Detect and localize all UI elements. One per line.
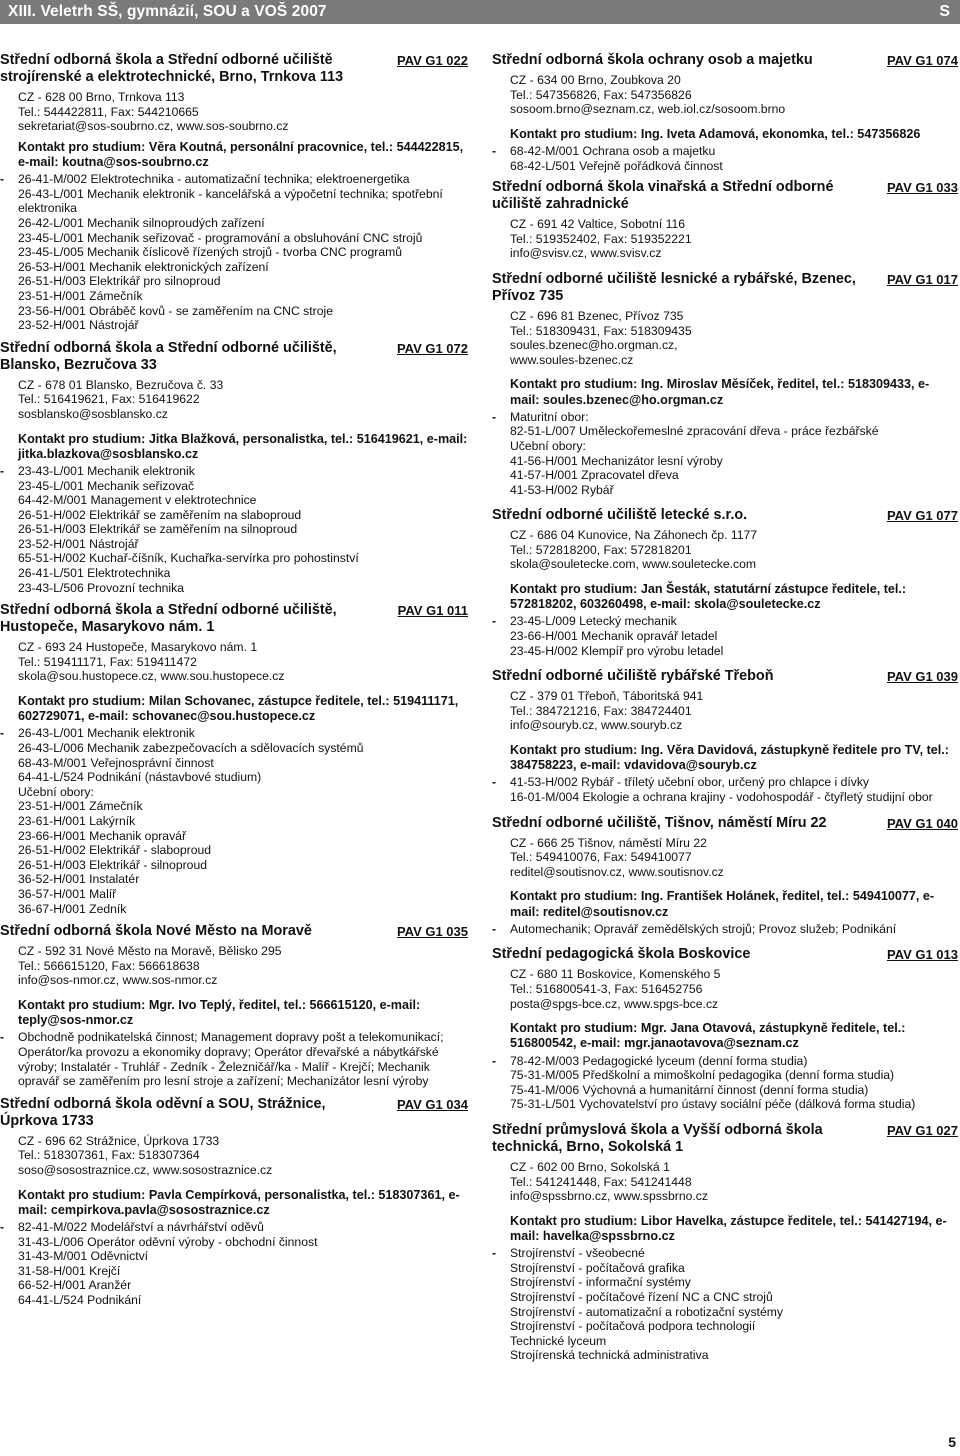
- bullet-dash: -: [492, 775, 497, 790]
- school-title: Střední odborná škola Nové Město na Moravě: [0, 923, 312, 940]
- web-line: reditel@soutisnov.cz, www.soutisnov.cz: [510, 864, 724, 879]
- field-item: 26-51-H/003 Elektrikář - silnoproud: [18, 857, 207, 872]
- field-item: 65-51-H/002 Kuchař-číšník, Kuchařka-servírka pro pohostinství: [18, 551, 359, 566]
- school-title: Střední průmyslová škola a Vyšší odborná škola technická, Brno, Sokolská 1: [492, 1121, 823, 1155]
- school-entry: [0, 52, 468, 333]
- address-line: CZ - 634 00 Brno, Zoubkova 20: [510, 73, 681, 87]
- school-title: Střední odborná škola a Střední odborné učiliště strojírenské a elektrotechnické, Brno, Trnkova 113: [0, 52, 344, 85]
- web-line: soso@sosostraznice.cz, www.sosostraznice.cz: [18, 1162, 273, 1177]
- field-item: 26-43-L/006 Mechanik zabezpečovacích a sdělovacích systémů: [18, 741, 364, 756]
- field-item: 26-51-H/002 Elektrikář - slaboproud: [18, 843, 212, 858]
- pavilion-code: PAV G1 035: [396, 924, 468, 940]
- field-item: Strojírenství - počítačové řízení NC a CNC strojů: [510, 1289, 773, 1304]
- school-entry: [0, 1096, 468, 1308]
- school-title: Střední odborná škola vinařská a Střední odborné učiliště zahradnické: [492, 179, 834, 213]
- field-list: [0, 1030, 468, 1088]
- field-item: 23-43-L/001 Mechanik elektronik: [18, 463, 195, 478]
- field-item: 23-45-L/001 Mechanik seřizovač: [18, 478, 195, 493]
- address-line: CZ - 686 04 Kunovice, Na Záhonech čp. 1177: [510, 528, 758, 543]
- address-line: CZ - 379 01 Třeboň, Táboritská 941: [510, 689, 704, 704]
- bullet-dash: -: [492, 1053, 497, 1068]
- web-line: info@souryb.cz, www.souryb.cz: [510, 718, 683, 733]
- contact-info: Kontakt pro studium: Pavla Cempírková, personalistka, tel.: 518307361, e-mail: cempirkova.pavla@sosostraznice.cz: [18, 1187, 460, 1217]
- address-line: CZ - 691 42 Valtice, Sobotní 116: [510, 217, 686, 232]
- field-item: 78-42-M/003 Pedagogické lyceum (denní forma studia): [510, 1053, 808, 1068]
- field-item: 23-52-H/001 Nástrojář: [18, 318, 139, 333]
- field-item: 36-57-H/001 Malíř: [18, 886, 117, 901]
- header-letter: S: [939, 3, 950, 20]
- field-item: 26-51-H/003 Elektrikář pro silnoproud: [18, 274, 221, 289]
- web-line: soules.bzenec@ho.orgman.cz,: [510, 338, 678, 353]
- field-list: [492, 144, 958, 173]
- field-item: 26-43-L/001 Mechanik elektronik: [18, 726, 195, 741]
- school-title: Střední odborná škola a Střední odborné učiliště, Blansko, Bezručova 33: [0, 339, 337, 373]
- school-title: Střední odborná škola ochrany osob a majetku: [492, 52, 813, 68]
- field-item: 23-45-L/005 Mechanik číslicově řízených strojů - tvorba CNC programů: [18, 245, 403, 260]
- field-item: Obchodně podnikatelská činnost; Management dopravy pošt a telekomunikací; Operátor/ka provozu a ekonomiky dopravy; Operátor dřevařské a nábytkářské výroby; Instalatér - Truhlář - Zedník - Železničář/ka - Malíř - Krejčí; Mechanik opravář se zaměřením pro lesní stroje a zařízení; Mechanizátor lesní výroby: [18, 1030, 444, 1089]
- contact-info: Kontakt pro studium: Ing. František Holánek, ředitel, tel.: 549410077, e-mail: reditel@soutisnov.cz: [510, 889, 935, 919]
- contact-info: Kontakt pro studium: Ing. Miroslav Měsíček, ředitel, tel.: 518309433, e-mail: soules.bzenec@ho.orgman.cz: [510, 377, 930, 407]
- field-list: [0, 1220, 468, 1308]
- address-line: CZ - 696 62 Strážnice, Úprkova 1733: [18, 1133, 220, 1148]
- school-address: [510, 967, 958, 1011]
- field-item: 23-66-H/001 Mechanik opravář: [18, 828, 187, 843]
- school-entry: [492, 507, 958, 658]
- pavilion-code: PAV G1 033: [886, 180, 958, 196]
- pavilion-code: PAV G1 072: [396, 340, 468, 356]
- bullet-dash: -: [0, 1030, 5, 1045]
- school-entry: [492, 271, 958, 497]
- school-address: [18, 640, 468, 684]
- field-list: [492, 614, 958, 658]
- field-list: [492, 1246, 958, 1363]
- field-item: 26-51-H/002 Elektrikář se zaměřením na slaboproud: [18, 507, 302, 522]
- field-item: Automechanik; Opravář zemědělských strojů; Provoz služeb; Podnikání: [510, 921, 897, 936]
- contact-info: Kontakt pro studium: Mgr. Ivo Teplý, ředitel, tel.: 566615120, e-mail: teply@sos-nmor.cz: [18, 997, 421, 1028]
- field-item: 23-45-L/001 Mechanik seřizovač - programování a obsluhování CNC strojů: [18, 230, 423, 245]
- field-item: 75-41-M/006 Výchovná a humanitární činnost (denní forma studia): [510, 1082, 869, 1097]
- field-item: 31-58-H/001 Krejčí: [18, 1263, 121, 1278]
- school-title: Střední odborné učiliště letecké s.r.o.: [492, 507, 748, 524]
- phone-line: Tel.: 516419621, Fax: 516419622: [18, 392, 200, 407]
- web-line: info@sos-nmor.cz, www.sos-nmor.cz: [18, 973, 218, 988]
- school-entry: [492, 1122, 958, 1363]
- field-item: 23-45-H/002 Klempíř pro výrobu letadel: [510, 643, 724, 658]
- phone-line: Tel.: 384721216, Fax: 384724401: [510, 703, 692, 718]
- field-item: 82-41-M/022 Modelářství a návrhářství oděvů: [18, 1219, 264, 1234]
- right-column: [492, 52, 958, 1363]
- field-list: [0, 726, 468, 916]
- field-item: 23-56-H/001 Obráběč kovů - se zaměřením na CNC stroje: [18, 303, 333, 318]
- address-line: CZ - 680 11 Boskovice, Komenského 5: [510, 967, 721, 982]
- contact-info: Kontakt pro studium: Milan Schovanec, zástupce ředitele, tel.: 519411171, 602729071, e-mail: schovanec@sou.hustopece.cz: [18, 694, 459, 724]
- address-line: CZ - 592 31 Nové Město na Moravě, Bělisko 295: [18, 944, 282, 959]
- web-line: info@svisv.cz, www.svisv.cz: [510, 246, 662, 261]
- field-list: [492, 922, 958, 937]
- field-item: Strojírenská technická administrativa: [510, 1348, 709, 1363]
- bullet-dash: -: [492, 1246, 497, 1261]
- address-line: CZ - 602 00 Brno, Sokolská 1: [510, 1159, 670, 1174]
- web-line: www.soules-bzenec.cz: [510, 352, 634, 367]
- field-item: Strojírenství - všeobecné: [510, 1246, 645, 1261]
- phone-line: Tel.: 541241448, Fax: 541241448: [510, 1174, 692, 1189]
- field-item: 23-51-H/001 Zámečník: [18, 799, 143, 814]
- bullet-dash: -: [492, 921, 497, 936]
- field-item: 23-51-H/001 Zámečník: [18, 288, 143, 303]
- web-line: sosoom.brno@seznam.cz, web.iol.cz/sosoom.brno: [510, 102, 786, 117]
- bullet-dash: -: [0, 726, 5, 741]
- field-item: 23-43-L/506 Provozní technika: [18, 580, 184, 595]
- school-entry: [0, 923, 468, 1089]
- field-item: Strojírenství - počítačová podpora technologií: [510, 1319, 756, 1334]
- bullet-dash: -: [0, 1219, 5, 1234]
- contact-info: Kontakt pro studium: Jan Šesták, statutární zástupce ředitele, tel.: 572818202, 603260498, e-mail: skola@souletecke.cz: [510, 582, 907, 612]
- contact-info: Kontakt pro studium: Jitka Blažková, personalistka, tel.: 516419621, e-mail: jitka.blazkova@sosblansko.cz: [18, 431, 468, 461]
- field-item: 66-52-H/001 Aranžér: [18, 1278, 132, 1293]
- school-title: Střední odborná škola a Střední odborné učiliště, Hustopeče, Masarykovo nám. 1: [0, 602, 337, 636]
- field-item: 31-43-L/006 Operátor oděvní výroby - obchodní činnost: [18, 1234, 318, 1249]
- school-entry: [492, 668, 958, 804]
- field-item: Učební obory:: [18, 784, 94, 799]
- field-item: 26-51-H/003 Elektrikář se zaměřením na silnoproud: [18, 522, 298, 537]
- school-title: Střední odborná škola oděvní a SOU, Strážnice, Úprkova 1733: [0, 1095, 326, 1129]
- field-item: 41-57-H/001 Zpracovatel dřeva: [510, 468, 679, 483]
- school-address: [18, 944, 468, 988]
- field-item: 23-61-H/001 Lakýrník: [18, 814, 136, 828]
- pavilion-code: PAV G1 040: [886, 815, 958, 831]
- field-item: Strojírenství - počítačová grafika: [510, 1260, 685, 1275]
- school-entry: [492, 52, 958, 173]
- bullet-dash: -: [492, 409, 497, 424]
- school-entry: [0, 340, 468, 596]
- address-line: CZ - 666 25 Tišnov, náměstí Míru 22: [510, 835, 707, 850]
- field-item: 68-43-M/001 Veřejnosprávní činnost: [18, 755, 214, 770]
- web-line: sekretariat@sos-soubrno.cz, www.sos-soubrno.cz: [18, 119, 289, 134]
- phone-line: Tel.: 572818200, Fax: 572818201: [510, 542, 692, 557]
- field-item: 23-66-H/001 Mechanik opravář letadel: [510, 629, 718, 644]
- field-item: Technické lyceum: [510, 1333, 607, 1348]
- phone-line: Tel.: 549410076, Fax: 549410077: [510, 850, 692, 865]
- field-item: 26-53-H/001 Mechanik elektronických zařízení: [18, 259, 269, 274]
- field-item: 75-31-L/501 Vychovatelství pro ústavy sociální péče (dálková forma studia): [510, 1097, 916, 1112]
- school-address: [18, 90, 468, 134]
- field-item: 82-51-L/007 Uměleckořemeslné zpracování dřeva - práce řezbářské: [510, 424, 879, 439]
- field-item: 36-67-H/001 Zedník: [18, 901, 127, 916]
- page-number: 5: [948, 1434, 956, 1450]
- pavilion-code: PAV G1 022: [396, 53, 468, 68]
- field-item: 31-43-M/001 Oděvnictví: [18, 1249, 149, 1264]
- header-title: XIII. Veletrh SŠ, gymnázií, SOU a VOŠ 2007: [8, 3, 327, 20]
- bullet-dash: -: [492, 143, 497, 158]
- school-address: [510, 836, 958, 880]
- field-item: 64-41-L/524 Podnikání: [18, 1292, 142, 1307]
- school-title: Střední pedagogická škola Boskovice: [492, 946, 751, 963]
- field-item: 75-31-M/005 Předškolní a mimoškolní pedagogika (denní forma studia): [510, 1068, 895, 1083]
- school-title: Střední odborné učiliště lesnické a rybářské, Bzenec, Přívoz 735: [492, 270, 856, 304]
- address-line: CZ - 678 01 Blansko, Bezručova č. 33: [18, 377, 224, 392]
- field-item: 64-41-L/524 Podnikání (nástavbové studium): [18, 770, 262, 785]
- field-list: [0, 464, 468, 595]
- school-address: [510, 1160, 958, 1204]
- field-item: 36-52-H/001 Instalatér: [18, 872, 140, 887]
- web-line: skola@souletecke.com, www.souletecke.com: [510, 557, 757, 572]
- page-header: [0, 0, 960, 24]
- field-item: 23-52-H/001 Nástrojář: [18, 536, 139, 551]
- phone-line: Tel.: 519352402, Fax: 519352221: [510, 231, 692, 246]
- field-item: 41-53-H/002 Rybář - tříletý učební obor, určený pro chlapce i dívky: [510, 775, 870, 790]
- field-item: 26-41-L/501 Elektrotechnika: [18, 566, 171, 581]
- phone-line: Tel.: 519411171, Fax: 519411472: [18, 654, 197, 669]
- web-line: skola@sou.hustopece.cz, www.sou.hustopece.cz: [18, 669, 285, 684]
- field-list: [492, 410, 958, 498]
- web-line: sosblansko@sosblansko.cz: [18, 406, 168, 421]
- phone-line: Tel.: 516800541-3, Fax: 516452756: [510, 982, 703, 997]
- school-address: [18, 1134, 468, 1178]
- field-item: Strojírenství - informační systémy: [510, 1275, 691, 1290]
- school-entry: [492, 179, 958, 261]
- field-item: 26-42-L/001 Mechanik silnoproudých zařízení: [18, 215, 265, 230]
- pavilion-code: PAV G1 013: [886, 947, 958, 963]
- field-item: Maturitní obor:: [510, 409, 589, 424]
- field-list: [492, 1054, 958, 1112]
- pavilion-code: PAV G1 077: [886, 508, 958, 524]
- school-title: Střední odborné učiliště, Tišnov, náměstí Míru 22: [492, 814, 827, 831]
- field-item: 68-42-M/001 Ochrana osob a majetku: [510, 143, 716, 158]
- contact-info: Kontakt pro studium: Mgr. Jana Otavová, zástupkyně ředitele, tel.: 516800542, e-mail: mgr.janaotavova@seznam.cz: [510, 1021, 906, 1051]
- field-item: 16-01-M/004 Ekologie a ochrana krajiny - vodohospodář - čtyřletý studijní obor: [510, 790, 933, 805]
- school-address: [510, 528, 958, 572]
- bullet-dash: -: [0, 172, 5, 187]
- contact-info: Kontakt pro studium: Věra Koutná, personální pracovnice, tel.: 544422815, e-mail: koutna@sos-soubrno.cz: [18, 139, 464, 169]
- field-item: Učební obory:: [510, 438, 586, 453]
- field-item: Strojírenství - automatizační a robotizační systémy: [510, 1304, 783, 1319]
- field-item: 23-45-L/009 Letecký mechanik: [510, 614, 677, 629]
- phone-line: Tel.: 566615120, Fax: 566618638: [18, 958, 200, 973]
- phone-line: Tel.: 544422811, Fax: 544210665: [18, 104, 199, 119]
- field-item: 68-42-L/501 Veřejně pořádková činnost: [510, 158, 723, 173]
- bullet-dash: -: [492, 614, 497, 629]
- school-address: [510, 217, 958, 261]
- pavilion-code: PAV G1 011: [397, 603, 468, 619]
- field-item: 64-42-M/001 Management v elektrotechnice: [18, 493, 257, 508]
- contact-info: Kontakt pro studium: Libor Havelka, zástupce ředitele, tel.: 541427194, e-mail: havelka@spssbrno.cz: [510, 1213, 947, 1243]
- pavilion-code: PAV G1 074: [886, 53, 958, 68]
- pavilion-code: PAV G1 034: [396, 1096, 468, 1112]
- school-title: Střední odborné učiliště rybářské Třeboň: [492, 668, 774, 685]
- school-entry: [492, 946, 958, 1112]
- left-column: [0, 52, 468, 1307]
- field-item: 41-56-H/001 Mechanizátor lesní výroby: [510, 453, 723, 468]
- pavilion-code: PAV G1 039: [886, 669, 958, 685]
- school-address: [18, 378, 468, 422]
- school-address: [510, 689, 958, 733]
- pavilion-code: PAV G1 027: [886, 1122, 958, 1138]
- school-entry: [492, 815, 958, 937]
- school-entry: [0, 602, 468, 916]
- bullet-dash: -: [0, 463, 5, 478]
- web-line: info@spssbrno.cz, www.spssbrno.cz: [510, 1189, 708, 1204]
- phone-line: Tel.: 518309431, Fax: 518309435: [510, 323, 692, 338]
- address-line: CZ - 628 00 Brno, Trnkova 113: [18, 90, 185, 104]
- field-list: [0, 172, 468, 333]
- field-item: 26-41-M/002 Elektrotechnika - automatizační technika; elektroenergetika: [18, 172, 410, 187]
- field-item: 41-53-H/002 Rybář: [510, 482, 614, 497]
- field-item: 26-43-L/001 Mechanik elektronik - kancelářská a výpočetní technika; spotřební elektronika: [18, 186, 443, 216]
- web-line: posta@spgs-bce.cz, www.spgs-bce.cz: [510, 996, 719, 1011]
- school-address: [510, 309, 958, 367]
- phone-line: Tel.: 518307361, Fax: 518307364: [18, 1148, 200, 1163]
- contact-info: Kontakt pro studium: Ing. Věra Davidová, zástupkyně ředitele pro TV, tel.: 384758223, e-mail: vdavidova@souryb.cz: [510, 743, 950, 773]
- school-address: [510, 73, 958, 117]
- contact-info: Kontakt pro studium: Ing. Iveta Adamová, ekonomka, tel.: 547356826: [510, 126, 921, 141]
- pavilion-code: PAV G1 017: [886, 271, 958, 287]
- field-list: [492, 775, 958, 804]
- address-line: CZ - 693 24 Hustopeče, Masarykovo nám. 1: [18, 640, 258, 655]
- address-line: CZ - 696 81 Bzenec, Přívoz 735: [510, 308, 684, 323]
- phone-line: Tel.: 547356826, Fax: 547356826: [510, 87, 692, 102]
